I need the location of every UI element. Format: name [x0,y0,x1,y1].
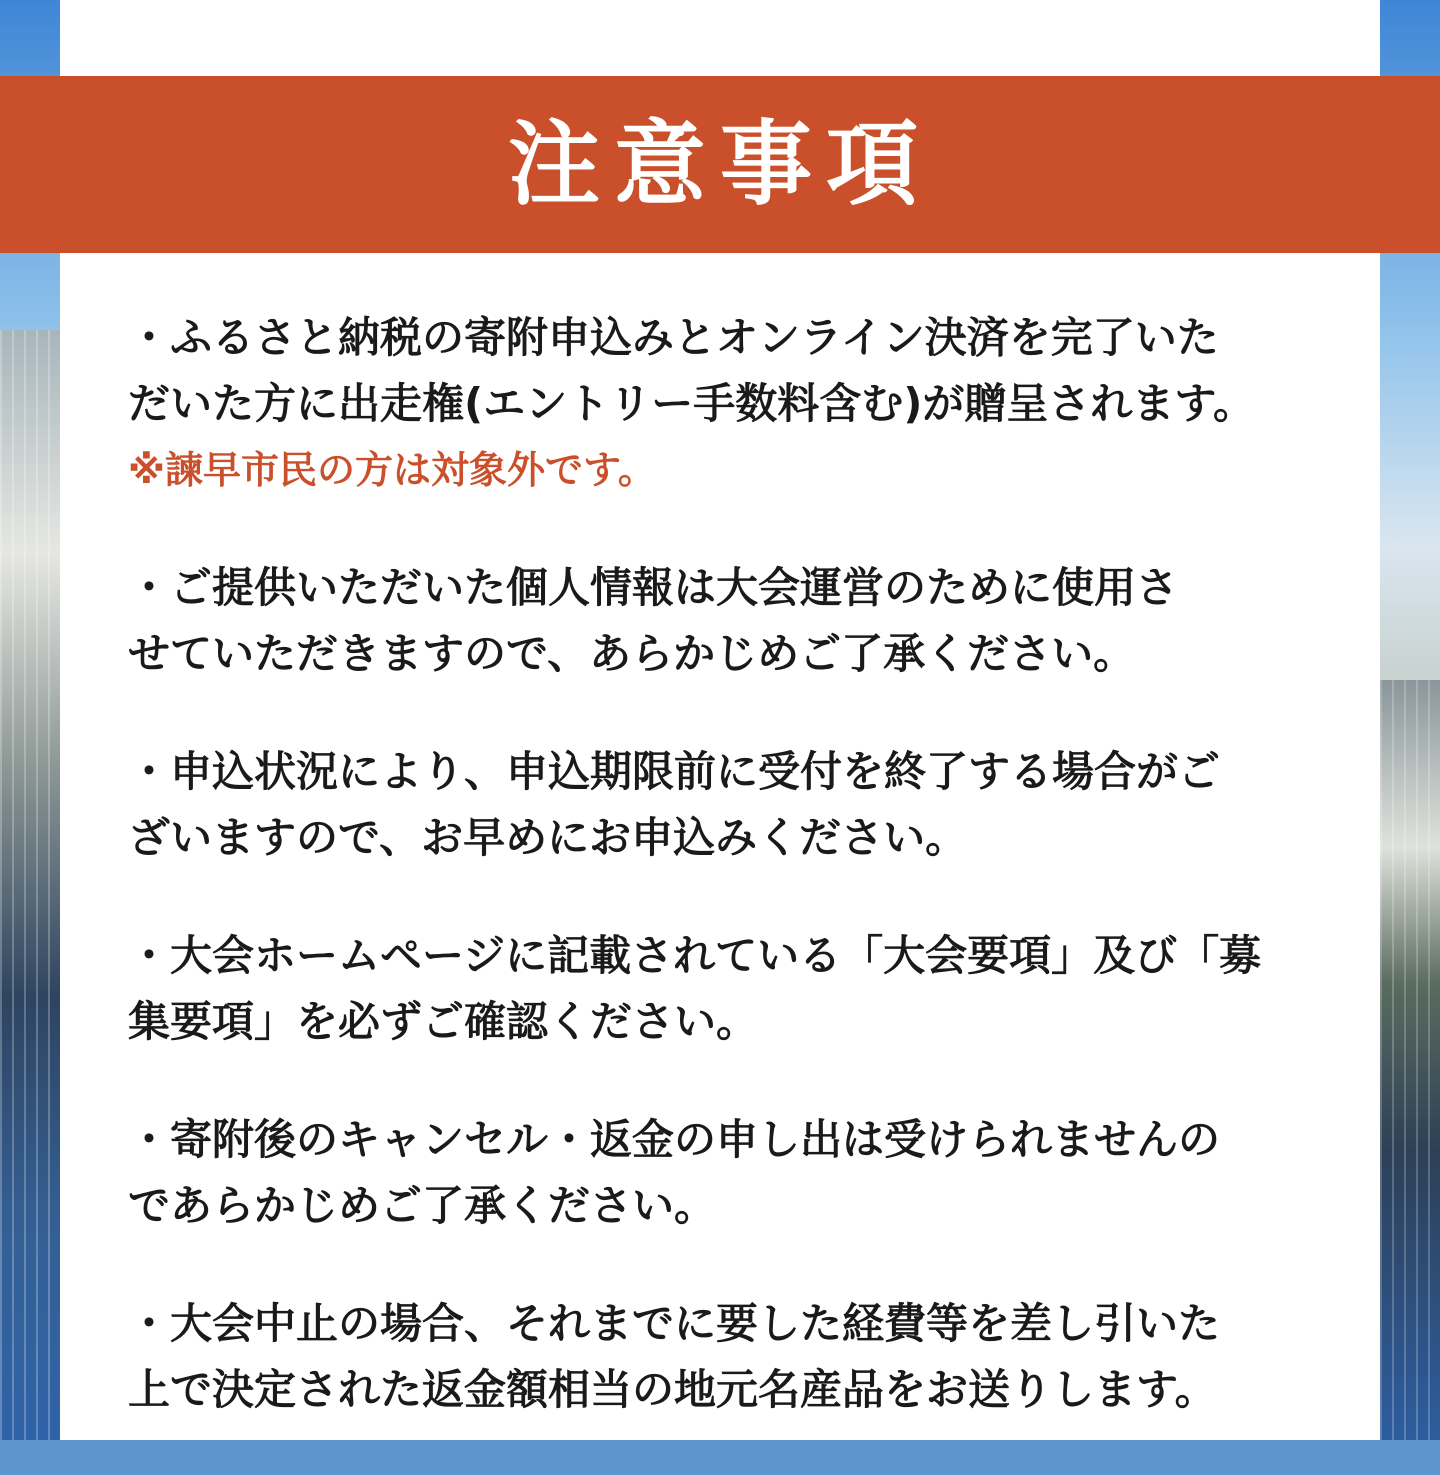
note-item [128,739,1328,871]
note-text-line: ・寄附後のキャンセル・返金の申し出は受けられませんの [128,1115,1221,1164]
note-item [128,1291,1328,1423]
page-title: 注意事項 [507,110,932,218]
note-text-line: ・大会中止の場合、それまでに要した経費等を差し引いた [128,1299,1221,1348]
stadium-stand-right [1380,680,1440,1440]
note-text-line: ・申込状況により、申込期限前に受付を終了する場合がご [128,747,1221,796]
note-item [128,1107,1328,1239]
note-text-line: だいた方に出走権(エントリー手数料含む)が贈呈されます。 [128,379,1256,428]
note-text-line: ・大会ホームページに記載されている「大会要項」及び「募 [128,931,1262,980]
note-text-line: 集要項」を必ずご確認ください。 [128,997,759,1046]
note-text-line: せていただきますので、あらかじめご了承ください。 [128,629,1136,678]
stadium-stand-left [0,330,60,1440]
note-text-line: であらかじめご了承ください。 [128,1181,717,1230]
note-item [128,305,1328,503]
note-text-line: 上で決定された返金額相当の地元名産品をお送りします。 [128,1365,1217,1414]
note-text-line: ・ご提供いただいた個人情報は大会運営のために使用さ [128,563,1179,612]
note-text-line: ・ふるさと納税の寄附申込みとオンライン決済を完了いた [128,313,1219,362]
note-item [128,555,1328,687]
note-item [128,923,1328,1055]
note-text-line: ざいますので、お早めにお申込みください。 [128,813,968,862]
note-caveat: ※諫早市民の方は対象外です。 [128,448,656,492]
title-banner [0,76,1440,253]
notes-list [128,305,1328,1475]
